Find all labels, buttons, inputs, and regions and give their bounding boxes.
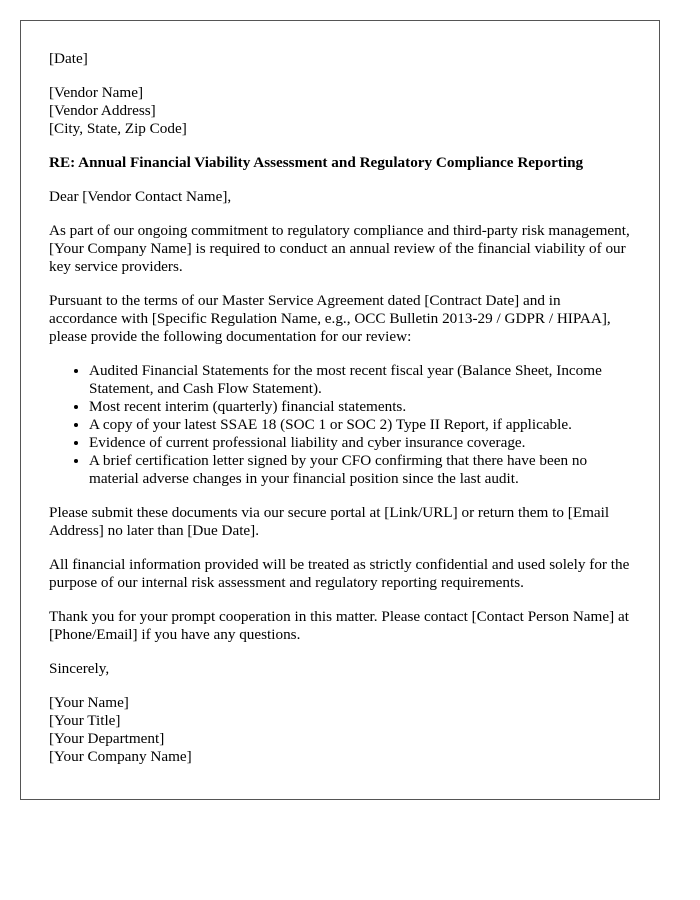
salutation: Dear [Vendor Contact Name], <box>49 188 232 205</box>
signature-company: [Your Company Name] <box>49 748 192 765</box>
letter-date: [Date] <box>49 50 88 67</box>
body-paragraph-intro: As part of our ongoing commitment to regulatory compliance and third-party risk management, [Your Company Name] is required to conduct an annual review of the financial viability of our key service providers. <box>49 222 630 275</box>
recipient-block <box>49 84 631 138</box>
body-paragraph-thanks: Thank you for your prompt cooperation in this matter. Please contact [Contact Person Name] at [Phone/Email] if you have any questions. <box>49 608 629 643</box>
recipient-city-state-zip: [City, State, Zip Code] <box>49 120 187 137</box>
body-paragraph-request: Pursuant to the terms of our Master Service Agreement dated [Contract Date] and in accordance with [Specific Regulation Name, e.g., OCC Bulletin 2013-29 / GDPR / HIPAA], please provide the following documentation for our review: <box>49 292 611 345</box>
letter-subject: RE: Annual Financial Viability Assessment and Regulatory Compliance Reporting <box>49 154 584 171</box>
requirement-item: • Evidence of current professional liability and cyber insurance coverage. <box>89 434 631 452</box>
requirements-list <box>49 362 631 488</box>
body-paragraph-submission: Please submit these documents via our secure portal at [Link/URL] or return them to [Email Address] no later than [Due Date]. <box>49 504 610 539</box>
recipient-name: [Vendor Name] <box>49 84 144 101</box>
recipient-address: [Vendor Address] <box>49 102 156 119</box>
requirement-item: • Audited Financial Statements for the most recent fiscal year (Balance Sheet, Income Statement, and Cash Flow Statement). <box>89 362 631 398</box>
closing: Sincerely, <box>49 660 110 677</box>
requirement-item: • A copy of your latest SSAE 18 (SOC 1 or SOC 2) Type II Report, if applicable. <box>89 416 631 434</box>
signature-name: [Your Name] <box>49 694 129 711</box>
requirement-item: • A brief certification letter signed by your CFO confirming that there have been no material adverse changes in your financial position since the last audit. <box>89 452 631 488</box>
signature-block <box>49 694 631 766</box>
body-paragraph-confidentiality: All financial information provided will be treated as strictly confidential and used solely for the purpose of our internal risk assessment and regulatory reporting requirements. <box>49 556 630 591</box>
signature-title: [Your Title] <box>49 712 121 729</box>
requirement-item: • Most recent interim (quarterly) financial statements. <box>89 398 631 416</box>
letter-page <box>20 20 660 800</box>
signature-department: [Your Department] <box>49 730 165 747</box>
